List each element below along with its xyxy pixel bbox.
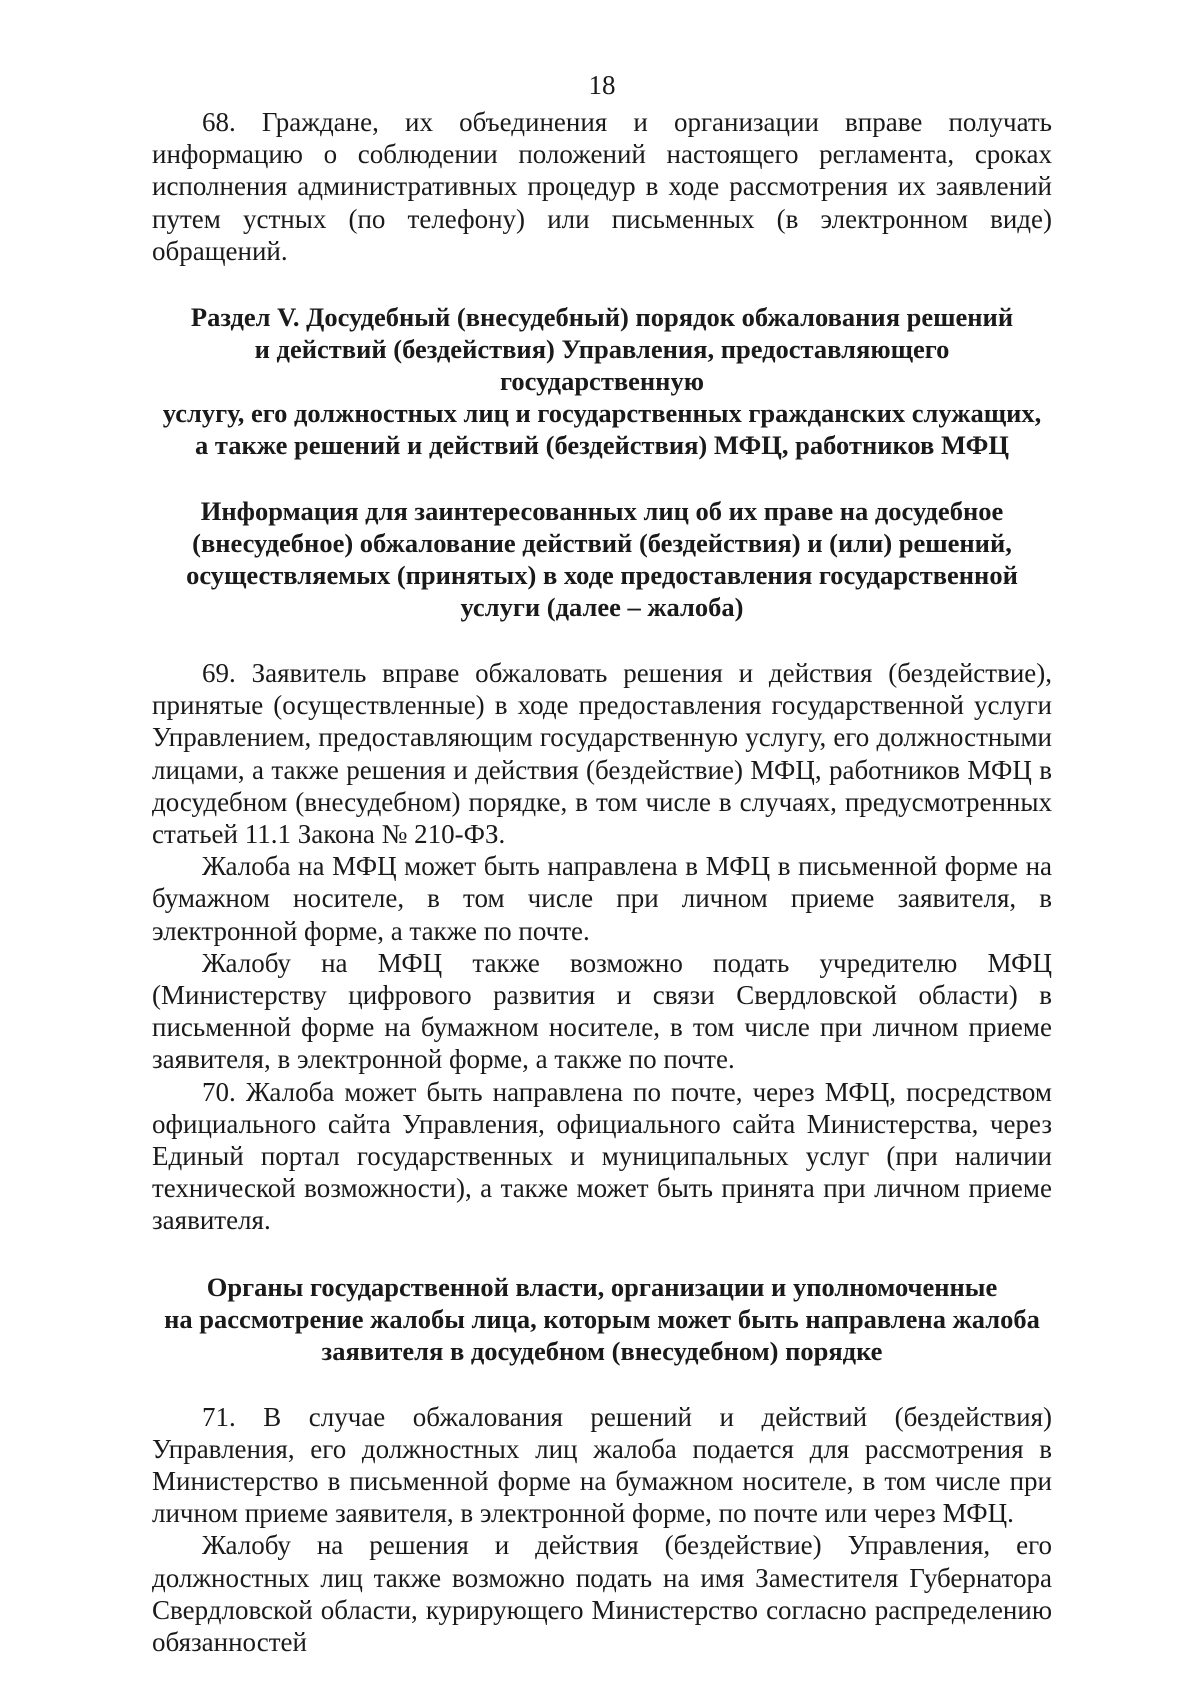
organs-heading-line: на рассмотрение жалобы лица, которым может быть направлена жалоба (164, 1303, 1040, 1334)
paragraph-71-deputy: Жалобу на решения и действия (бездействие) Управления, его должностных лиц также возможно подать на имя Заместителя Губернатора Свердловской области, курирующего Министерство согласно распределению обязанностей (152, 1530, 1052, 1658)
paragraph-70: 70. Жалоба может быть направлена по почте, через МФЦ, посредством официального сайта Управления, официального сайта Министерства, через Единый портал государственных и муниципальных услуг (при наличии технической возможности), а также может быть принята при личном приеме заявителя. (152, 1076, 1052, 1236)
paragraph-69-founder: Жалобу на МФЦ также возможно подать учредителю МФЦ (Министерству цифрового развития и связи Свердловской области) в письменной форме на бумажном носителе, в том числе при личном приеме заявителя, в электронной форме, а также по почте. (152, 947, 1052, 1075)
paragraph-68: 68. Граждане, их объединения и организации вправе получать информацию о соблюдении положений настоящего регламента, сроках исполнения административных процедур в ходе рассмотрения их заявлений путем устных (по телефону) или письменных (в электронном виде) обращений. (152, 107, 1052, 266)
section-v-heading-line: услугу, его должностных лиц и государственных гражданских служащих, (162, 398, 1042, 429)
paragraph-71: 71. В случае обжалования решений и действий (бездействия) Управления, его должностных лиц жалоба подается для рассмотрения в Министерство в письменной форме на бумажном носителе, в том числе при личном приеме заявителя, в электронной форме, по почте или через МФЦ. (152, 1401, 1052, 1529)
info-heading-line: осуществляемых (принятых) в ходе предоставления государственной (186, 560, 1018, 591)
section-v-heading (152, 301, 1052, 461)
section-v-heading-line: Раздел V. Досудебный (внесудебный) порядок обжалования решений (190, 302, 1014, 333)
info-heading-line: услуги (далее – жалоба) (460, 592, 744, 623)
organs-heading-line: Органы государственной власти, организации и уполномоченные (206, 1271, 998, 1302)
organs-heading-line: заявителя в досудебном (внесудебном) порядке (321, 1335, 883, 1366)
info-heading (152, 495, 1052, 623)
paragraph-69: 69. Заявитель вправе обжаловать решения и действия (бездействие), принятые (осуществленные) в ходе предоставления государственной услуги Управлением, предоставляющим государственную услугу, его должностными лицами, а также решения и действия (бездействие) МФЦ, работников МФЦ в досудебном (внесудебном) порядке, в том числе в случаях, предусмотренных статьей 11.1 Закона № 210-ФЗ. (152, 658, 1052, 850)
paragraph-69-mfc: Жалоба на МФЦ может быть направлена в МФЦ в письменной форме на бумажном носителе, в том числе при личном приеме заявителя, в электронной форме, а также по почте. (152, 851, 1052, 946)
info-heading-line: Информация для заинтересованных лиц об их праве на досудебное (200, 496, 1004, 527)
info-heading-line: (внесудебное) обжалование действий (бездействия) и (или) решений, (192, 528, 1012, 559)
organs-heading (152, 1271, 1052, 1367)
page-number: 18 (588, 70, 616, 100)
page-content (152, 68, 1052, 1658)
section-v-heading-line: а также решений и действий (бездействия) МФЦ, работников МФЦ (195, 430, 1009, 461)
section-v-heading-line: и действий (бездействия) Управления, предоставляющего государственную (254, 334, 950, 397)
